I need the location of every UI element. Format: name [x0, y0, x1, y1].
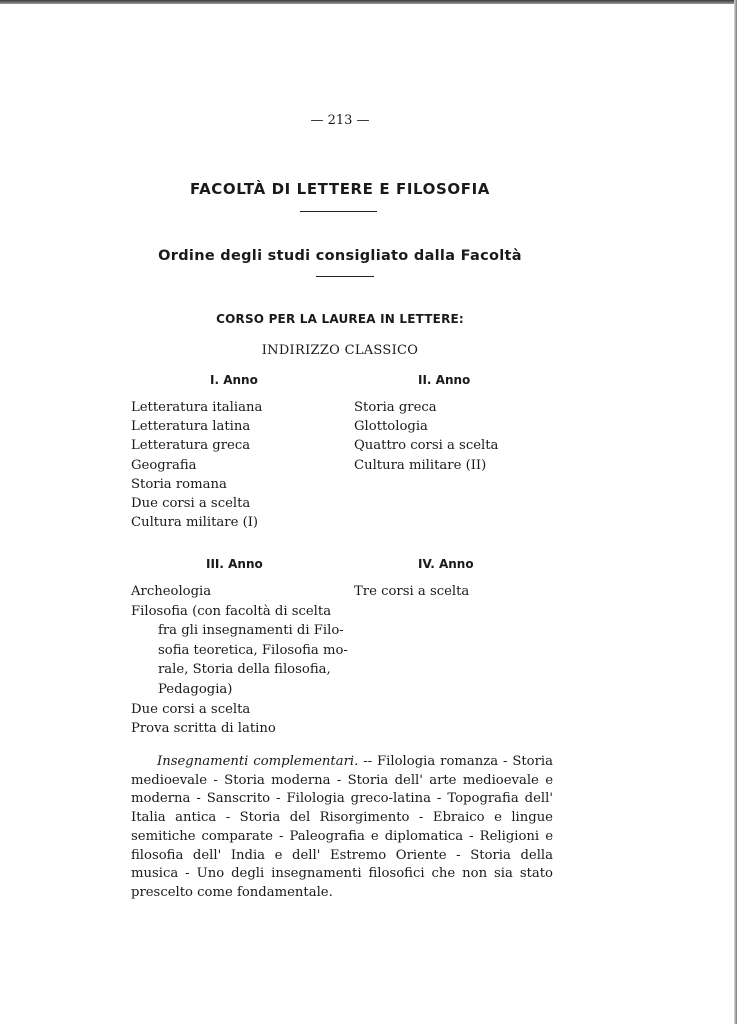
title-rule [300, 211, 377, 212]
faculty-title: FACOLTÀ DI LETTERE E FILOSOFIA [189, 180, 491, 198]
subject-item: Cultura militare (II) [354, 457, 487, 473]
order-rule [316, 276, 374, 277]
year-1-subjects [131, 398, 262, 532]
subject-item: Due corsi a scelta [131, 701, 251, 717]
year-4-subjects [354, 582, 469, 601]
subject-item: Letteratura greca [131, 438, 251, 454]
subject-item: Storia greca [354, 400, 437, 415]
complementary-label: Insegnamenti complementari. [157, 754, 359, 769]
complementary-paragraph [131, 753, 553, 903]
subject-item: rale, Storia della filosofia, [158, 662, 331, 678]
subject-item: Storia romana [131, 476, 227, 492]
year-2-subjects [354, 398, 498, 475]
subject-item: Letteratura latina [131, 419, 251, 435]
year-1-heading: I. Anno [210, 373, 258, 387]
subject-item: Cultura militare (I) [131, 515, 259, 531]
complementary-text: -- Filologia romanza - Storia medioevale - Storia moderna - Storia dell' arte medioevale e moderna - Sanscrito - Filologia greco-latina - Topografia dell' Italia antica - Storia del Risorgimento - Ebraico e lingue semitiche comparate - Paleografia e diplomatica - Religioni e filosofia dell' India e dell' Estremo Oriente - Storia della musica - Uno degli insegnamenti filosofici che non sia stato prescelto come fondamentale. [131, 754, 553, 900]
subject-item: Pedagogia) [158, 681, 233, 697]
course-title: CORSO PER LA LAUREA IN LETTERE: [216, 312, 464, 326]
subject-item: Quattro corsi a scelta [354, 438, 499, 454]
order-title: Ordine degli studi consigliato dalla Facoltà [158, 248, 522, 264]
year-3-heading: III. Anno [206, 557, 263, 571]
subject-item: Prova scritta di latino [131, 721, 276, 737]
page-number: — 213 — [310, 113, 370, 128]
subject-item: Filosofia (con facoltà di scelta [131, 603, 332, 619]
subject-item: Glottologia [354, 419, 428, 435]
subject-item: Due corsi a scelta [131, 496, 251, 512]
subject-item: Tre corsi a scelta [354, 584, 470, 599]
year-4-heading: IV. Anno [418, 557, 474, 571]
track-title: INDIRIZZO CLASSICO [261, 343, 419, 358]
subject-item: Geografia [131, 457, 197, 473]
subject-item: Archeologia [131, 584, 212, 599]
year-3-subjects [131, 582, 348, 739]
subject-item: sofia teoretica, Filosofia mo- [158, 642, 348, 658]
scan-edge-top [0, 0, 737, 4]
subject-item: Letteratura italiana [131, 400, 263, 415]
year-2-heading: II. Anno [418, 373, 471, 387]
subject-item: fra gli insegnamenti di Filo- [158, 623, 344, 639]
